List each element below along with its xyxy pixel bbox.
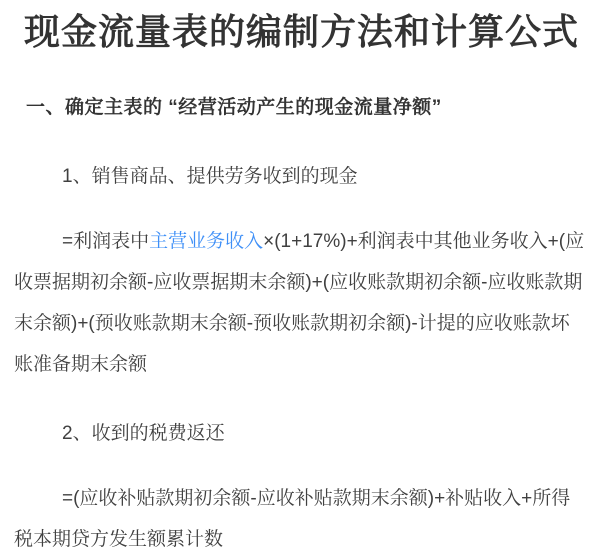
item-1-label: 1、销售商品、提供劳务收到的现金 bbox=[62, 166, 358, 187]
page-title: 现金流量表的编制方法和计算公式 bbox=[24, 11, 580, 52]
formula-1-suffix: ×(1+17%)+利润表中其他业务收入+(应收票据期初余额-应收票据期末余额)+(应收账款期初余额-应收账款期末余额)+(预收账款期末余额-预收账款期初余额)-计提的应收账款坏账准备期末余额 bbox=[14, 231, 585, 375]
main-business-income-link[interactable]: 主营业务收入 bbox=[149, 231, 264, 252]
article-page bbox=[0, 9, 600, 557]
section-1-heading: 一、确定主表的 “经营活动产生的现金流量净额” bbox=[26, 97, 442, 118]
formula-1-prefix: =利润表中 bbox=[62, 231, 150, 252]
item-2-label: 2、收到的税费返还 bbox=[62, 423, 225, 444]
item-2-formula: =(应收补贴款期初余额-应收补贴款期末余额)+补贴收入+所得税本期贷方发生额累计数 bbox=[14, 488, 571, 550]
item-1-formula bbox=[14, 221, 586, 385]
